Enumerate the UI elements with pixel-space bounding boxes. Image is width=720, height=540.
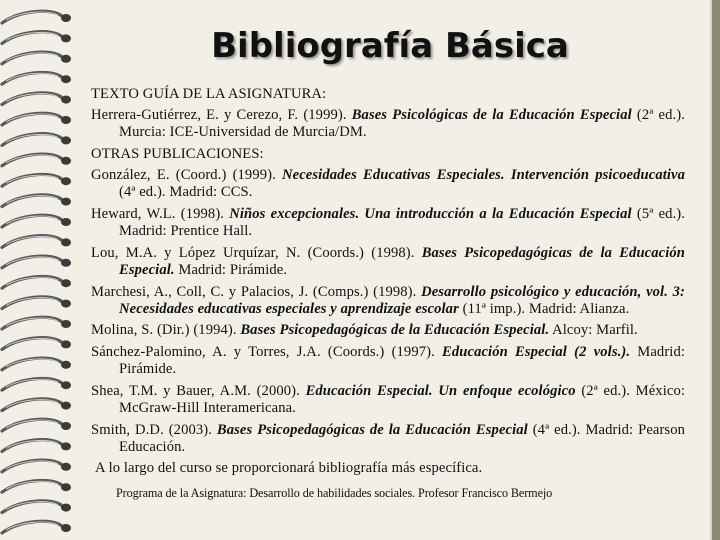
binding-ring xyxy=(2,338,71,350)
heading-text-guide: TEXTO GUÍA DE LA ASIGNATURA: xyxy=(91,86,327,102)
reference-title: Bases Psicopedagógicas de la Educación Especial xyxy=(216,421,528,438)
bibliography-content xyxy=(91,86,685,478)
binding-ring xyxy=(2,378,71,390)
reference-details: Alcoy: Marfil. xyxy=(549,322,638,339)
reference-entry-lou xyxy=(91,245,685,279)
reference-details: (4ª ed.). Madrid: CCS. xyxy=(119,184,253,201)
binding-ring xyxy=(2,480,71,492)
binding-ring xyxy=(2,317,71,329)
reference-entry-sanchez xyxy=(91,344,685,378)
reference-authors: Sánchez-Palomino, A. y Torres, J.A. (Coords.) (1997). xyxy=(91,343,443,360)
reference-authors: Herrera-Gutiérrez, E. y Cerezo, F. (1999). xyxy=(91,107,352,124)
binding-ring xyxy=(2,399,71,411)
binding-ring xyxy=(2,460,71,472)
reference-title: Niños excepcionales. Una introducción a la Educación Especial xyxy=(229,206,632,222)
reference-details: (11ª imp.). Madrid: Alianza. xyxy=(458,300,630,317)
binding-ring xyxy=(2,215,71,227)
reference-authors: Marchesi, A., Coll, C. y Palacios, J. (Comps.) (1998). xyxy=(91,283,422,300)
binding-ring xyxy=(2,134,71,146)
binding-ring xyxy=(2,358,71,370)
reference-authors: González, E. (Coord.) (1999). xyxy=(91,167,283,184)
reference-authors: Lou, M.A. y López Urquízar, N. (Coords.) (1998). xyxy=(91,244,422,261)
binding-ring xyxy=(2,174,71,186)
reference-details: (4ª ed.). Madrid: Pearson Educación. xyxy=(119,421,686,455)
reference-details: Madrid: Pirámide. xyxy=(174,262,288,278)
reference-title: Necesidades Educativas Especiales. Intervención psicoeducativa xyxy=(282,167,685,184)
binding-ring xyxy=(2,72,71,84)
reference-details: (2ª ed.). México: McGraw-Hill Interamericana. xyxy=(119,382,685,416)
reference-entry-smith xyxy=(91,422,685,456)
reference-title: Educación Especial (2 vols.). xyxy=(442,343,631,360)
binding-ring xyxy=(2,52,71,64)
reference-title: Bases Psicopedagógicas de la Educación Especial. xyxy=(119,244,685,278)
binding-ring xyxy=(2,195,71,207)
slide-title: Bibliografía Básica xyxy=(211,26,569,66)
binding-ring xyxy=(2,501,71,513)
reference-authors: Smith, D.D. (2003). xyxy=(91,421,217,438)
reference-entry-gonzalez xyxy=(91,167,685,201)
binding-ring xyxy=(2,297,71,309)
reference-title: Educación Especial. Un enfoque ecológico xyxy=(305,382,576,399)
binding-ring xyxy=(2,236,71,248)
heading-other-publications: OTRAS PUBLICACIONES: xyxy=(91,146,264,162)
slide-right-edge xyxy=(712,0,720,540)
reference-entry-marchesi xyxy=(91,284,685,318)
binding-ring xyxy=(2,154,71,166)
reference-details: (2ª ed.). Murcia: ICE-Universidad de Murcia/DM. xyxy=(119,107,685,141)
binding-ring xyxy=(2,419,71,431)
reference-entry-shea xyxy=(91,383,685,417)
footer-course-info: Programa de la Asignatura: Desarrollo de habilidades sociales. Profesor Francisco Bermejo xyxy=(116,486,553,500)
reference-entry-molina xyxy=(91,322,685,339)
reference-title: Bases Psicológicas de la Educación Especial xyxy=(351,107,632,124)
reference-authors: Heward, W.L. (1998). xyxy=(91,206,230,222)
reference-entry-heward xyxy=(91,206,685,240)
binding-ring xyxy=(2,32,71,44)
reference-authors: Shea, T.M. y Bauer, A.M. (2000). xyxy=(91,382,306,399)
binding-ring xyxy=(2,256,71,268)
closing-note: A lo largo del curso se proporcionará bibliografía más específica. xyxy=(95,460,483,477)
reference-title: Desarrollo psicológico y educación, vol. 3: Necesidades educativas especiales y aprendizaje escolar xyxy=(119,283,685,317)
binding-ring xyxy=(2,11,71,23)
binding-ring xyxy=(2,276,71,288)
reference-authors: Molina, S. (Dir.) (1994). xyxy=(91,322,241,339)
reference-details: Madrid: Pirámide. xyxy=(119,343,685,378)
binding-ring xyxy=(2,521,71,533)
spiral-binding xyxy=(0,0,80,540)
binding-ring xyxy=(2,113,71,125)
reference-entry-herrera xyxy=(91,107,685,141)
binding-ring xyxy=(2,440,71,452)
reference-details: (5ª ed.). Madrid: Prentice Hall. xyxy=(119,206,686,240)
reference-title: Bases Psicopedagógicas de la Educación Especial. xyxy=(240,322,550,339)
binding-ring xyxy=(2,93,71,105)
